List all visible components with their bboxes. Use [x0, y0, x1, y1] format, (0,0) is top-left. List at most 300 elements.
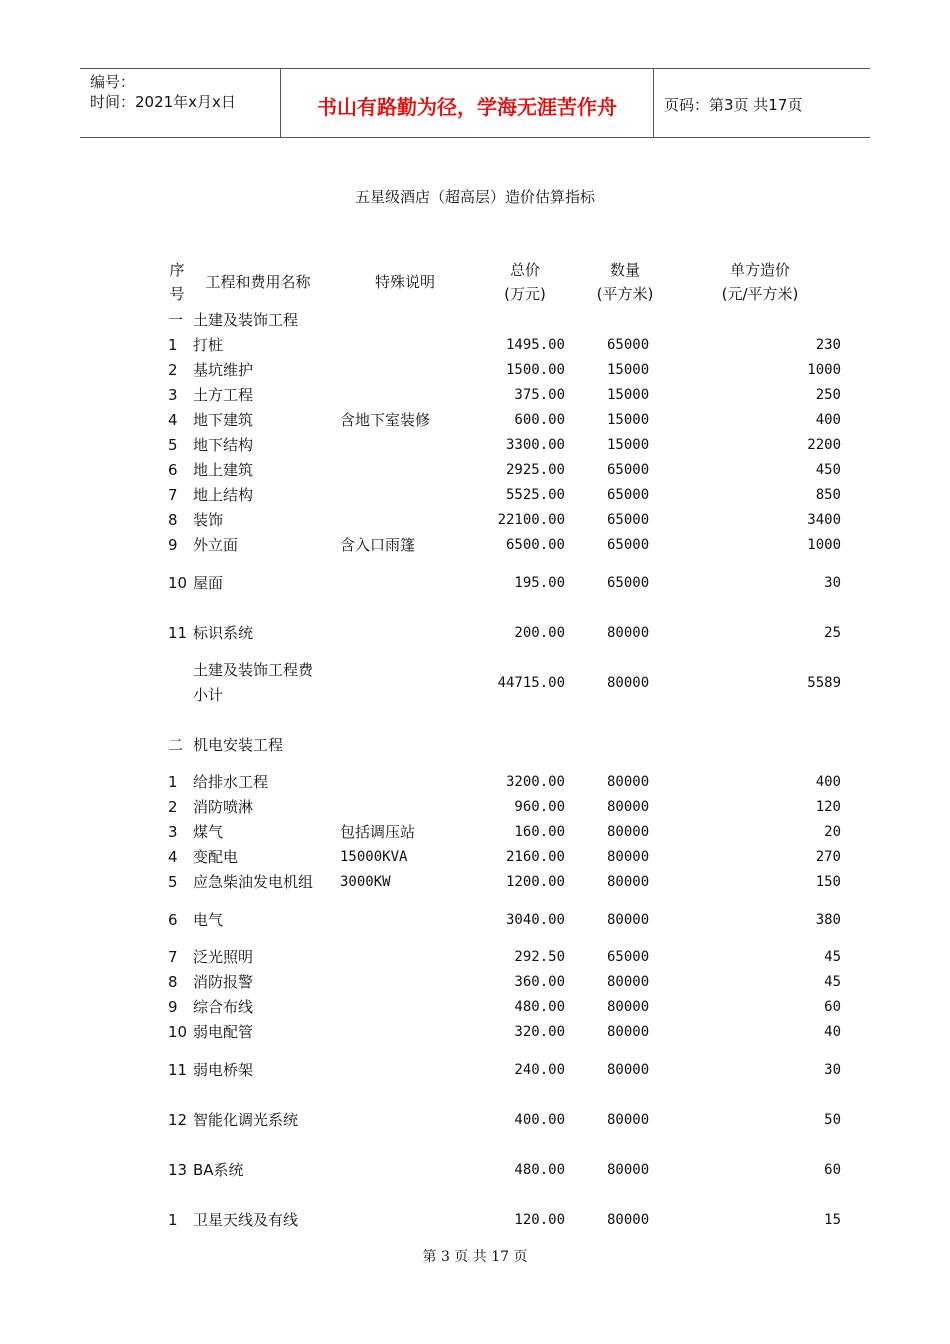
- cell-total-text: 3300.00: [505, 437, 565, 453]
- cell-unit-text: 20: [824, 824, 841, 840]
- cell-unit: [700, 770, 841, 795]
- table-row: [0, 1045, 950, 1095]
- cell-seq-text: 4: [168, 411, 178, 429]
- cell-name: [193, 358, 323, 383]
- cell-qty-text: 65000: [607, 537, 650, 553]
- cell-unit-text: 45: [824, 974, 841, 990]
- cell-name-text: 装饰: [193, 511, 224, 529]
- cell-seq-text: 2: [168, 361, 178, 379]
- cell-seq: [163, 1095, 192, 1145]
- table-row: [0, 795, 950, 820]
- cell-unit: [700, 608, 841, 658]
- cell-seq-text: 3: [168, 386, 178, 404]
- cell-seq: [163, 433, 192, 458]
- cell-qty-text: 65000: [607, 512, 650, 528]
- table-row: [0, 895, 950, 945]
- cell-name: [193, 870, 323, 895]
- cell-qty-text: 80000: [607, 824, 650, 840]
- cell-qty-text: 80000: [607, 624, 650, 641]
- table-row: [0, 508, 950, 533]
- cell-name: [193, 1020, 323, 1045]
- cell-name-text: 土建及装饰工程费小计: [193, 661, 314, 704]
- table-row: [0, 333, 950, 358]
- cell-name-text: 标识系统: [193, 623, 254, 642]
- cell-seq-text: 12: [168, 1110, 188, 1129]
- cell-qty-text: 65000: [607, 462, 650, 478]
- cell-qty-text: 80000: [607, 999, 650, 1015]
- col-unit-header: [700, 258, 820, 306]
- cell-qty-text: 15000: [607, 412, 650, 428]
- cell-name: [193, 1045, 323, 1095]
- col-name-header: 工程和费用名称: [205, 273, 311, 291]
- cell-seq-text: 4: [168, 848, 178, 866]
- cell-unit: [700, 508, 841, 533]
- cell-name-text: 智能化调光系统: [193, 1110, 299, 1129]
- cell-total-text: 600.00: [514, 412, 565, 428]
- cell-total: [460, 358, 565, 383]
- cell-seq: [163, 970, 192, 995]
- table-row: [0, 358, 950, 383]
- cell-total-text: 360.00: [514, 974, 565, 990]
- cell-qty: [586, 433, 676, 458]
- cell-total: [460, 795, 565, 820]
- cell-total-text: 320.00: [514, 1024, 565, 1040]
- table-row: [0, 483, 950, 508]
- cell-unit-text: 450: [815, 462, 841, 478]
- cell-total-text: 480.00: [514, 999, 565, 1015]
- cell-seq-text: 3: [168, 823, 178, 841]
- col-total-header-line2: (万元): [504, 285, 546, 303]
- cell-name-text: 基坑维护: [193, 361, 254, 379]
- cell-seq: [163, 458, 192, 483]
- cell-unit: [700, 1195, 841, 1245]
- cell-name-text: 机电安装工程: [193, 735, 284, 754]
- cell-seq-text: 8: [168, 973, 178, 991]
- cell-unit: [700, 945, 841, 970]
- cell-qty: [586, 333, 676, 358]
- cell-unit-text: 5589: [807, 674, 841, 691]
- cell-name-text: 变配电: [193, 848, 239, 866]
- cell-name: [193, 508, 323, 533]
- cell-unit: [700, 995, 841, 1020]
- cell-unit-text: 60: [824, 1161, 841, 1178]
- cell-total: [460, 608, 565, 658]
- cell-unit-text: 45: [824, 949, 841, 965]
- cell-seq: [163, 870, 192, 895]
- cell-seq-text: 9: [168, 536, 178, 554]
- cell-total-text: 5525.00: [505, 487, 565, 503]
- cell-unit: [700, 333, 841, 358]
- cell-unit: [700, 658, 841, 708]
- cell-seq: [163, 1045, 192, 1095]
- cell-seq-text: 10: [168, 573, 188, 592]
- cell-unit: [700, 1020, 841, 1045]
- cell-unit: [700, 970, 841, 995]
- cell-seq-text: 6: [168, 910, 178, 929]
- cell-qty-text: 65000: [607, 337, 650, 353]
- col-seq-header-line2: 号: [169, 285, 185, 303]
- cell-seq-text: 二: [168, 735, 184, 754]
- cell-name-text: 地上结构: [193, 486, 254, 504]
- cell-seq-text: 5: [168, 436, 178, 454]
- cell-unit: [700, 358, 841, 383]
- cell-seq-text: 2: [168, 798, 178, 816]
- cell-seq: [163, 895, 192, 945]
- cell-total: [460, 870, 565, 895]
- cell-unit-text: 15: [824, 1211, 841, 1228]
- cell-unit-text: 1000: [807, 537, 841, 553]
- cell-qty-text: 15000: [607, 437, 650, 453]
- table-row: [0, 970, 950, 995]
- cell-qty-text: 80000: [607, 874, 650, 890]
- cell-qty: [586, 658, 676, 708]
- cell-seq: [163, 720, 192, 770]
- cell-qty-text: 80000: [607, 974, 650, 990]
- cell-unit-text: 30: [824, 574, 841, 591]
- cell-seq: [163, 308, 192, 333]
- cell-seq-text: 1: [168, 773, 178, 791]
- table-row: [0, 845, 950, 870]
- cell-qty: [586, 558, 676, 608]
- cell-name-text: 煤气: [193, 823, 224, 841]
- cell-total: [460, 483, 565, 508]
- cell-name: [193, 558, 323, 608]
- table-row: [0, 995, 950, 1020]
- cell-unit: [700, 383, 841, 408]
- cell-qty: [586, 533, 676, 558]
- cell-qty: [586, 720, 676, 770]
- cell-qty: [586, 408, 676, 433]
- cell-total: [460, 408, 565, 433]
- cell-qty-text: 80000: [607, 1161, 650, 1178]
- cell-name: [193, 458, 323, 483]
- table-row: [0, 1145, 950, 1195]
- cell-name-text: 土建及装饰工程: [193, 311, 299, 329]
- cell-name-text: 打桩: [193, 336, 224, 354]
- cell-unit: [700, 308, 841, 333]
- cell-unit-text: 1000: [807, 362, 841, 378]
- cell-name-text: 弱电配管: [193, 1023, 254, 1041]
- cell-unit: [700, 895, 841, 945]
- cell-total: [460, 458, 565, 483]
- cell-seq: [163, 658, 192, 708]
- date-label: 时间：2021年x月x日: [90, 93, 236, 111]
- cell-qty-text: 80000: [607, 1061, 650, 1078]
- cell-qty: [586, 483, 676, 508]
- cell-unit: [700, 558, 841, 608]
- cell-total-text: 240.00: [514, 1061, 565, 1078]
- cell-total-text: 6500.00: [505, 537, 565, 553]
- table-row: [0, 870, 950, 895]
- col-seq-header-line1: 序: [169, 261, 185, 279]
- col-qty-header: [580, 258, 670, 306]
- cell-unit-text: 400: [815, 774, 841, 790]
- cell-qty: [586, 508, 676, 533]
- cell-unit: [700, 433, 841, 458]
- col-qty-header-line2: (平方米): [596, 285, 654, 303]
- cell-name-text: 外立面: [193, 536, 239, 554]
- cell-unit: [700, 795, 841, 820]
- cell-total: [460, 845, 565, 870]
- cell-name: [193, 658, 323, 708]
- cell-name-text: 地上建筑: [193, 461, 254, 479]
- cell-name: [193, 720, 323, 770]
- cell-qty: [586, 383, 676, 408]
- cell-qty: [586, 995, 676, 1020]
- cell-unit: [700, 533, 841, 558]
- cell-qty-text: 80000: [607, 674, 650, 691]
- cell-qty-text: 80000: [607, 774, 650, 790]
- cell-total: [460, 770, 565, 795]
- table-row: [0, 720, 950, 770]
- page-footer: 第 3 页 共 17 页: [422, 1249, 528, 1265]
- cell-name: [193, 820, 323, 845]
- cell-seq-text: 7: [168, 486, 178, 504]
- table-row: [0, 558, 950, 608]
- cell-seq: [163, 333, 192, 358]
- cell-unit-text: 25: [824, 624, 841, 641]
- cell-total-text: 1200.00: [505, 874, 565, 890]
- cell-unit: [700, 870, 841, 895]
- cell-unit-text: 230: [815, 337, 841, 353]
- cell-total: [460, 1020, 565, 1045]
- cell-qty: [586, 1145, 676, 1195]
- table-row: [0, 533, 950, 558]
- cell-qty: [586, 970, 676, 995]
- cell-name: [193, 845, 323, 870]
- table-row: [0, 945, 950, 970]
- cell-name-text: 消防报警: [193, 973, 254, 991]
- table-row: [0, 658, 950, 708]
- cell-seq: [163, 1195, 192, 1245]
- cell-total-text: 200.00: [514, 624, 565, 641]
- table-row: [0, 383, 950, 408]
- cell-qty: [586, 770, 676, 795]
- cell-total: [460, 720, 565, 770]
- cell-total: [460, 1145, 565, 1195]
- cell-name-text: 屋面: [193, 573, 224, 592]
- cell-name: [193, 308, 323, 333]
- cell-note-text: 含地下室装修: [340, 411, 431, 429]
- cell-seq: [163, 558, 192, 608]
- cell-seq-text: 1: [168, 336, 178, 354]
- cell-seq: [163, 533, 192, 558]
- cell-qty-text: 65000: [607, 949, 650, 965]
- cell-total: [460, 1045, 565, 1095]
- cell-total-text: 22100.00: [497, 512, 565, 528]
- cell-unit-text: 3400: [807, 512, 841, 528]
- cell-unit: [700, 720, 841, 770]
- cell-unit: [700, 1145, 841, 1195]
- cell-seq: [163, 408, 192, 433]
- cell-total: [460, 533, 565, 558]
- cell-name-text: 泛光照明: [193, 948, 254, 966]
- cell-total-text: 1500.00: [505, 362, 565, 378]
- cell-total: [460, 820, 565, 845]
- cell-unit-text: 60: [824, 999, 841, 1015]
- cell-total: [460, 1095, 565, 1145]
- cell-note-text: 3000KW: [340, 874, 391, 890]
- cell-name: [193, 1095, 323, 1145]
- cell-name: [193, 770, 323, 795]
- cell-total-text: 960.00: [514, 799, 565, 815]
- cell-total: [460, 658, 565, 708]
- cell-seq: [163, 383, 192, 408]
- cell-seq: [163, 795, 192, 820]
- cell-name: [193, 1195, 323, 1245]
- cell-total-text: 292.50: [514, 949, 565, 965]
- cell-total: [460, 383, 565, 408]
- cell-unit-text: 30: [824, 1061, 841, 1078]
- header-meta-cell: [80, 69, 281, 137]
- cell-name: [193, 333, 323, 358]
- cell-note-text: 包括调压站: [340, 823, 416, 841]
- cell-total: [460, 308, 565, 333]
- table-row: [0, 308, 950, 333]
- cell-total-text: 2160.00: [505, 849, 565, 865]
- table-row: [0, 1095, 950, 1145]
- cell-name-text: 电气: [193, 910, 224, 929]
- document-header: [80, 68, 870, 138]
- cell-qty-text: 80000: [607, 1111, 650, 1128]
- table-row: [0, 820, 950, 845]
- cell-name-text: 给排水工程: [193, 773, 269, 791]
- cell-name: [193, 945, 323, 970]
- cell-total-text: 400.00: [514, 1111, 565, 1128]
- cell-total: [460, 333, 565, 358]
- cell-unit: [700, 1045, 841, 1095]
- cell-qty-text: 65000: [607, 487, 650, 503]
- cell-total: [460, 558, 565, 608]
- cell-name-text: 弱电桥架: [193, 1060, 254, 1079]
- cell-qty-text: 80000: [607, 1024, 650, 1040]
- cell-total-text: 1495.00: [505, 337, 565, 353]
- cell-unit-text: 250: [815, 387, 841, 403]
- cell-total-text: 480.00: [514, 1161, 565, 1178]
- col-note-header: 特殊说明: [374, 273, 435, 291]
- cell-name: [193, 995, 323, 1020]
- cell-total-text: 2925.00: [505, 462, 565, 478]
- cell-seq-text: 11: [168, 1060, 188, 1079]
- cell-qty: [586, 458, 676, 483]
- cell-name-text: 地下结构: [193, 436, 254, 454]
- cell-qty-text: 15000: [607, 362, 650, 378]
- cell-total-text: 44715.00: [497, 674, 565, 691]
- table-row: [0, 770, 950, 795]
- cell-unit-text: 2200: [807, 437, 841, 453]
- cell-unit-text: 40: [824, 1024, 841, 1040]
- cell-qty: [586, 358, 676, 383]
- cell-unit: [700, 820, 841, 845]
- cell-seq-text: 13: [168, 1160, 188, 1179]
- cell-name: [193, 408, 323, 433]
- cell-total: [460, 995, 565, 1020]
- table-row: [0, 408, 950, 433]
- cell-name: [193, 383, 323, 408]
- cell-qty: [586, 820, 676, 845]
- cell-unit: [700, 845, 841, 870]
- cell-seq: [163, 608, 192, 658]
- cell-total: [460, 508, 565, 533]
- cell-seq-text: 5: [168, 873, 178, 891]
- page-info: 页码：第3页 共17页: [664, 96, 803, 114]
- cell-name: [193, 1145, 323, 1195]
- cell-seq: [163, 845, 192, 870]
- cell-name-text: 应急柴油发电机组: [193, 873, 314, 891]
- cell-total-text: 375.00: [514, 387, 565, 403]
- cell-name-text: 土方工程: [193, 386, 254, 404]
- cell-name-text: BA系统: [193, 1160, 244, 1179]
- cell-unit: [700, 408, 841, 433]
- cell-seq: [163, 508, 192, 533]
- cell-note-text: 含入口雨篷: [340, 536, 416, 554]
- cell-qty: [586, 870, 676, 895]
- cell-unit: [700, 1095, 841, 1145]
- cell-qty: [586, 1045, 676, 1095]
- cell-seq: [163, 770, 192, 795]
- cell-qty: [586, 1095, 676, 1145]
- col-qty-header-line1: 数量: [609, 261, 640, 279]
- cell-seq-text: 一: [168, 311, 184, 329]
- cell-qty: [586, 845, 676, 870]
- header-motto-cell: [281, 69, 654, 137]
- cell-unit: [700, 458, 841, 483]
- cell-total: [460, 945, 565, 970]
- cell-unit-text: 50: [824, 1111, 841, 1128]
- cell-unit-text: 400: [815, 412, 841, 428]
- cell-qty: [586, 608, 676, 658]
- cell-seq: [163, 358, 192, 383]
- col-unit-header-line2: (元/平方米): [721, 285, 799, 303]
- cell-seq-text: 8: [168, 511, 178, 529]
- number-label: 编号：: [90, 73, 136, 91]
- document-title: 五星级酒店（超高层）造价估算指标: [354, 188, 595, 206]
- cell-unit-text: 380: [815, 911, 841, 928]
- cell-total: [460, 433, 565, 458]
- cell-name: [193, 895, 323, 945]
- cell-total: [460, 1195, 565, 1245]
- table-row: [0, 458, 950, 483]
- cell-note-text: 15000KVA: [340, 849, 408, 865]
- cost-table-body: [0, 308, 950, 1245]
- cell-seq-text: 6: [168, 461, 178, 479]
- cell-total-text: 120.00: [514, 1211, 565, 1228]
- cell-qty-text: 15000: [607, 387, 650, 403]
- cell-total-text: 160.00: [514, 824, 565, 840]
- cell-seq: [163, 1145, 192, 1195]
- cell-seq: [163, 483, 192, 508]
- cell-name-text: 卫星天线及有线: [193, 1210, 299, 1229]
- cell-qty: [586, 895, 676, 945]
- cell-qty-text: 80000: [607, 911, 650, 928]
- cell-unit-text: 850: [815, 487, 841, 503]
- cell-qty-text: 80000: [607, 1211, 650, 1228]
- cell-seq: [163, 995, 192, 1020]
- col-seq-header: [163, 258, 191, 306]
- col-unit-header-line1: 单方造价: [729, 261, 790, 279]
- cell-qty: [586, 795, 676, 820]
- cell-unit: [700, 483, 841, 508]
- cell-name: [193, 483, 323, 508]
- cell-name: [193, 970, 323, 995]
- cell-name: [193, 608, 323, 658]
- cell-unit-text: 120: [815, 799, 841, 815]
- motto: 书山有路勤为径，学海无涯苦作舟: [317, 95, 617, 119]
- cell-name: [193, 795, 323, 820]
- cell-qty-text: 65000: [607, 574, 650, 591]
- cell-qty: [586, 1195, 676, 1245]
- cell-seq: [163, 945, 192, 970]
